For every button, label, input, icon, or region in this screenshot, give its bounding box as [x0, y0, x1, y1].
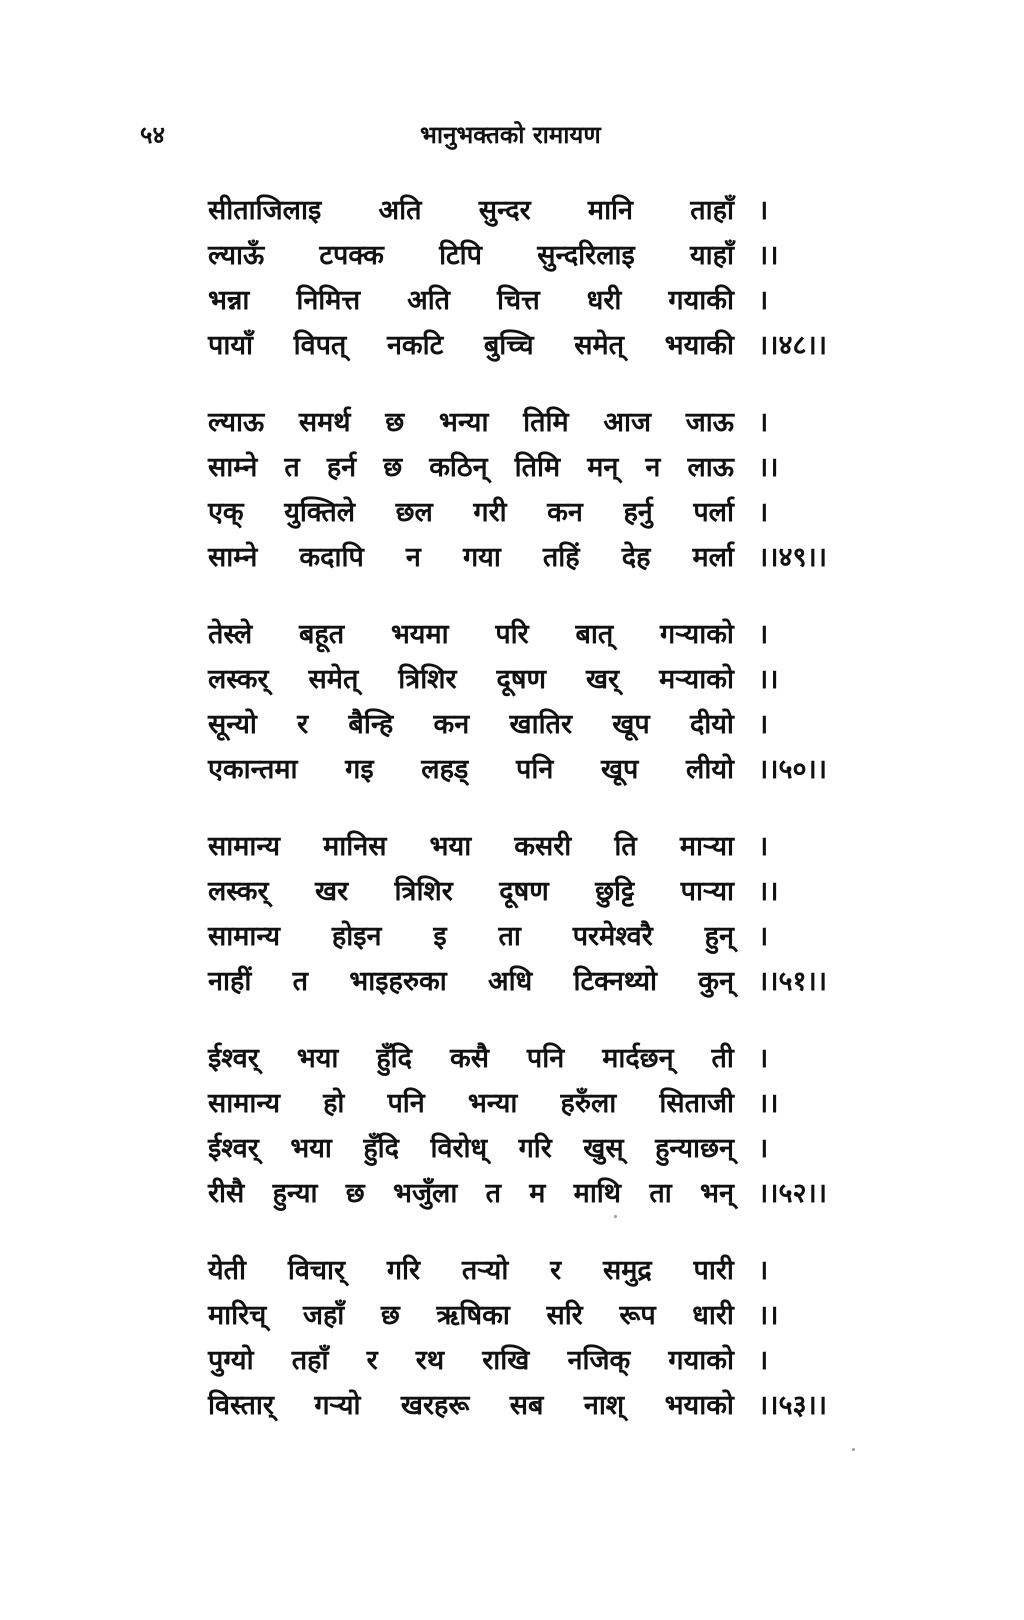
verse-word: मानिस	[323, 831, 387, 862]
verse-word: समेत्	[574, 330, 625, 361]
verse-word: समर्थ	[298, 407, 351, 438]
verse-word: दूषण	[496, 664, 547, 695]
verse-word: येती	[208, 1255, 247, 1286]
verse-word: अति	[378, 195, 422, 226]
verse-word: पायाँ	[208, 330, 253, 361]
verse-line	[208, 614, 828, 659]
verse-word: ता	[649, 1178, 672, 1209]
verse-end-mark: ।	[758, 1043, 769, 1074]
verse-end-mark: ।	[758, 285, 769, 316]
verse-word: खुस्	[583, 1133, 624, 1164]
verse-word: ईश्वर्	[208, 1133, 259, 1164]
verse-word: धरी	[586, 285, 622, 316]
page-header	[0, 118, 1024, 158]
verse-line	[208, 1250, 828, 1295]
verse-word: भयाको	[664, 1390, 734, 1421]
verse-end-mark: ।	[758, 709, 769, 740]
verse-word: परमेश्वरै	[572, 921, 653, 952]
verse-text	[208, 1038, 758, 1075]
verse-word: विरोध्	[430, 1133, 488, 1164]
verse-word: हुँदि	[363, 1133, 400, 1164]
stanza	[208, 402, 828, 582]
verse-end-mark: ।।	[758, 664, 779, 695]
verse-line	[208, 325, 828, 370]
verse-word: र	[550, 1255, 562, 1286]
verse-word: त	[292, 966, 308, 997]
verse-end-mark: ।	[758, 831, 769, 862]
verse-word: धारी	[692, 1300, 734, 1331]
verse-word: छ	[345, 1178, 365, 1209]
verse-word: कन	[433, 709, 470, 740]
verse-word: नजिक्	[567, 1345, 631, 1376]
verse-word: खूप	[600, 754, 639, 785]
verse-end-mark: ।	[758, 921, 769, 952]
verse-word: टिपि	[439, 240, 482, 271]
verse-word: अधि	[488, 966, 533, 997]
verse-word: ईश्वर्	[208, 1043, 259, 1074]
verse-line	[208, 1038, 828, 1083]
verse-line	[208, 1385, 828, 1430]
verse-end-mark: ।	[758, 619, 769, 650]
verse-end-mark: ।।५०।।	[758, 754, 828, 785]
verse-word: त्रिशिर	[394, 876, 453, 907]
verse-word: दीयो	[689, 709, 734, 740]
verse-word: गइ	[345, 754, 374, 785]
verse-end-mark: ।	[758, 407, 769, 438]
verse-text	[208, 961, 758, 998]
verse-text	[208, 916, 758, 953]
verse-text	[208, 235, 758, 272]
verse-word: ल्याऊँ	[208, 240, 265, 271]
verse-word: सुन्दर	[478, 195, 531, 226]
verse-word: तहाँ	[291, 1345, 329, 1376]
verse-word: छुट्टि	[595, 876, 635, 907]
verse-end-mark: ।	[758, 1345, 769, 1376]
verse-line	[208, 704, 828, 749]
verse-end-mark: ।।५२।।	[758, 1178, 828, 1209]
verse-word: तिमि	[514, 452, 561, 483]
verse-word: साम्ने	[208, 542, 258, 573]
verse-text	[208, 826, 758, 863]
verse-word: सिताजी	[659, 1088, 734, 1119]
verse-word: छ	[380, 1300, 400, 1331]
verse-word: समुद्र	[602, 1255, 652, 1286]
verse-word: बुच्चि	[483, 330, 534, 361]
verse-word: गरी	[473, 497, 507, 528]
verse-word: न	[645, 452, 661, 483]
verse-end-mark: ।।४९।।	[758, 542, 828, 573]
print-speck	[614, 1215, 617, 1218]
verse-word: गरि	[518, 1133, 552, 1164]
verse-word: निमित्त	[296, 285, 361, 316]
verse-end-mark: ।	[758, 1133, 769, 1164]
verse-word: खरहरू	[400, 1390, 470, 1421]
verse-word: हो	[323, 1088, 345, 1119]
verse-word: पर्ला	[693, 497, 734, 528]
verse-word: होइन	[331, 921, 382, 952]
verse-word: गरि	[386, 1255, 421, 1286]
verse-text	[208, 447, 758, 484]
stanza	[208, 614, 828, 794]
verse-word: रूप	[619, 1300, 656, 1331]
verse-line	[208, 447, 828, 492]
verse-word: लस्कर्	[208, 664, 269, 695]
verse-word: साम्ने	[208, 452, 258, 483]
verse-word: मानि	[587, 195, 634, 226]
verse-word: हुन्या	[272, 1178, 318, 1209]
verse-end-mark: ।।४८।।	[758, 330, 828, 361]
verse-end-mark: ।।	[758, 876, 779, 907]
verse-word: राखि	[482, 1345, 530, 1376]
verse-word: न	[405, 542, 421, 573]
verse-text	[208, 1250, 758, 1287]
verse-word: विपत्	[293, 330, 347, 361]
verse-word: म	[529, 1178, 546, 1209]
verse-text	[208, 1083, 758, 1120]
verse-word: हर्न	[326, 452, 357, 483]
verse-text	[208, 614, 758, 651]
stanza	[208, 826, 828, 1006]
verse-line	[208, 235, 828, 280]
verse-line	[208, 1128, 828, 1173]
verse-end-mark: ।।५१।।	[758, 966, 828, 997]
verse-end-mark: ।।	[758, 1300, 779, 1331]
verse-word: तेस्ले	[208, 619, 253, 650]
verse-word: इ	[433, 921, 447, 952]
stanza	[208, 190, 828, 370]
verse-end-mark: ।।	[758, 1088, 779, 1119]
verse-text	[208, 659, 758, 696]
verse-word: लस्कर्	[208, 876, 269, 907]
verse-word: तिमि	[523, 407, 569, 438]
verse-word: हुन्याछन्	[655, 1133, 734, 1164]
verse-word: माथि	[573, 1178, 622, 1209]
verse-word: नाहीं	[208, 966, 252, 997]
verse-word: मार्दछन्	[602, 1043, 674, 1074]
verse-word: भन्ना	[208, 285, 250, 316]
verse-text	[208, 280, 758, 317]
verse-word: लहड्	[421, 754, 469, 785]
verse-word: सरि	[546, 1300, 583, 1331]
verse-word: हुँदि	[376, 1043, 413, 1074]
verse-word: र	[297, 709, 309, 740]
verse-word: भया	[290, 1133, 332, 1164]
verse-word: गया	[462, 542, 501, 573]
verse-word: भयाकी	[664, 330, 734, 361]
verse-word: चित्त	[497, 285, 540, 316]
verse-word: खर्	[585, 664, 620, 695]
verse-word: ती	[711, 1043, 734, 1074]
verse-word: खातिर	[509, 709, 572, 740]
verse-word: ल्याऊ	[208, 407, 265, 438]
verse-word: ताहाँ	[690, 195, 734, 226]
verse-line	[208, 190, 828, 235]
verse-word: सामान्य	[208, 1088, 281, 1119]
verse-word: मऱ्याको	[659, 664, 734, 695]
verse-end-mark: ।।५३।।	[758, 1390, 828, 1421]
verse-word: छल	[395, 497, 433, 528]
verse-word: नाश्	[583, 1390, 625, 1421]
verse-word: भन्या	[438, 407, 489, 438]
verse-word: नकटि	[386, 330, 444, 361]
verse-word: गयाकी	[668, 285, 734, 316]
verse-word: रीसै	[208, 1178, 245, 1209]
running-title: भानुभक्तको रामायण	[420, 121, 601, 149]
verse-word: कन	[547, 497, 583, 528]
verse-word: ता	[498, 921, 521, 952]
page-number: ५४	[140, 121, 165, 149]
verse-word: र	[366, 1345, 378, 1376]
verse-word: हर्नु	[623, 497, 653, 528]
verse-line	[208, 749, 828, 794]
verse-word: खूप	[612, 709, 650, 740]
verse-line	[208, 961, 828, 1006]
verse-end-mark: ।	[758, 1255, 769, 1286]
verse-word: युक्तिले	[284, 497, 356, 528]
verse-word: विचार्	[287, 1255, 346, 1286]
verse-word: लीयो	[686, 754, 734, 785]
verse-word: गऱ्यो	[314, 1390, 361, 1421]
verse-word: गयाको	[668, 1345, 734, 1376]
verse-text	[208, 402, 758, 439]
verse-word: बैन्हि	[348, 709, 394, 740]
verse-word: बात्	[575, 619, 614, 650]
verse-word: देह	[621, 542, 651, 573]
verse-text	[208, 749, 758, 786]
verse-end-mark: ।।	[758, 240, 779, 271]
verse-text	[208, 492, 758, 529]
verse-line	[208, 1083, 828, 1128]
verse-word: भया	[429, 831, 472, 862]
verse-word: कुन्	[698, 966, 734, 997]
verse-word: याहाँ	[690, 240, 734, 271]
verse-word: भन्	[699, 1178, 734, 1209]
verse-word: पाऱ्या	[680, 876, 734, 907]
verse-word: त	[284, 452, 300, 483]
verse-word: हरुँला	[560, 1088, 617, 1119]
verse-word: सीताजिलाइ	[208, 195, 322, 226]
verse-word: त्रिशिर	[398, 664, 457, 695]
verse-word: बहूत	[298, 619, 345, 650]
verse-word: छ	[385, 407, 405, 438]
verse-word: भयमा	[390, 619, 449, 650]
verse-body	[208, 190, 828, 1462]
print-speck	[852, 1448, 855, 1451]
verse-word: भजुँला	[393, 1178, 458, 1209]
verse-text	[208, 871, 758, 908]
verse-line	[208, 280, 828, 325]
verse-word: कठिन्	[429, 452, 488, 483]
verse-word: टपक्क	[319, 240, 384, 271]
verse-line	[208, 1295, 828, 1340]
verse-word: सामान्य	[208, 921, 281, 952]
verse-word: सून्यो	[208, 709, 257, 740]
verse-word: पुग्यो	[208, 1345, 254, 1376]
verse-word: त	[485, 1178, 501, 1209]
verse-word: मर्ला	[692, 542, 734, 573]
verse-word: सब	[509, 1390, 544, 1421]
verse-text	[208, 1128, 758, 1165]
verse-word: ति	[614, 831, 637, 862]
verse-text	[208, 190, 758, 227]
verse-end-mark: ।	[758, 195, 769, 226]
verse-word: खर	[315, 876, 349, 907]
verse-line	[208, 659, 828, 704]
verse-word: विस्तार्	[208, 1390, 274, 1421]
verse-line	[208, 1173, 828, 1218]
verse-line	[208, 537, 828, 582]
verse-text	[208, 325, 758, 362]
verse-word: भाइहरुका	[349, 966, 447, 997]
verse-word: कसरी	[514, 831, 572, 862]
verse-word: तऱ्यो	[461, 1255, 509, 1286]
verse-word: ऋषिका	[436, 1300, 510, 1331]
verse-word: एक्	[208, 497, 244, 528]
verse-word: पनि	[526, 1043, 565, 1074]
verse-word: सुन्दरिलाइ	[537, 240, 635, 271]
verse-word: मारिच्	[208, 1300, 267, 1331]
verse-word: पनि	[387, 1088, 425, 1119]
verse-word: कदापि	[299, 542, 364, 573]
verse-word: लाऊ	[687, 452, 734, 483]
verse-word: समेत्	[308, 664, 359, 695]
verse-text	[208, 537, 758, 574]
verse-word: छ	[383, 452, 403, 483]
verse-word: जाऊ	[685, 407, 734, 438]
stanza	[208, 1038, 828, 1218]
verse-text	[208, 1385, 758, 1422]
verse-word: सामान्य	[208, 831, 281, 862]
verse-line	[208, 871, 828, 916]
verse-word: अति	[407, 285, 451, 316]
verse-word: जहाँ	[302, 1300, 345, 1331]
verse-text	[208, 1295, 758, 1332]
verse-word: एकान्तमा	[208, 754, 298, 785]
verse-word: दूषण	[499, 876, 549, 907]
verse-word: तहिं	[542, 542, 580, 573]
verse-word: भन्या	[467, 1088, 518, 1119]
verse-word: गऱ्याको	[660, 619, 734, 650]
verse-word: रथ	[415, 1345, 445, 1376]
verse-word: पारी	[693, 1255, 734, 1286]
verse-text	[208, 1340, 758, 1377]
verse-line	[208, 826, 828, 871]
verse-text	[208, 704, 758, 741]
verse-word: कसै	[449, 1043, 489, 1074]
verse-line	[208, 916, 828, 961]
verse-line	[208, 492, 828, 537]
verse-end-mark: ।	[758, 497, 769, 528]
verse-word: भया	[296, 1043, 339, 1074]
stanza	[208, 1250, 828, 1430]
verse-word: हुन्	[704, 921, 734, 952]
verse-word: पनि	[516, 754, 554, 785]
verse-word: माऱ्या	[679, 831, 734, 862]
verse-word: परि	[495, 619, 529, 650]
verse-line	[208, 402, 828, 447]
verse-line	[208, 1340, 828, 1385]
verse-word: टिक्नथ्यो	[573, 966, 657, 997]
verse-end-mark: ।।	[758, 452, 779, 483]
verse-text	[208, 1173, 758, 1210]
verse-word: आज	[603, 407, 651, 438]
verse-word: मन्	[587, 452, 619, 483]
